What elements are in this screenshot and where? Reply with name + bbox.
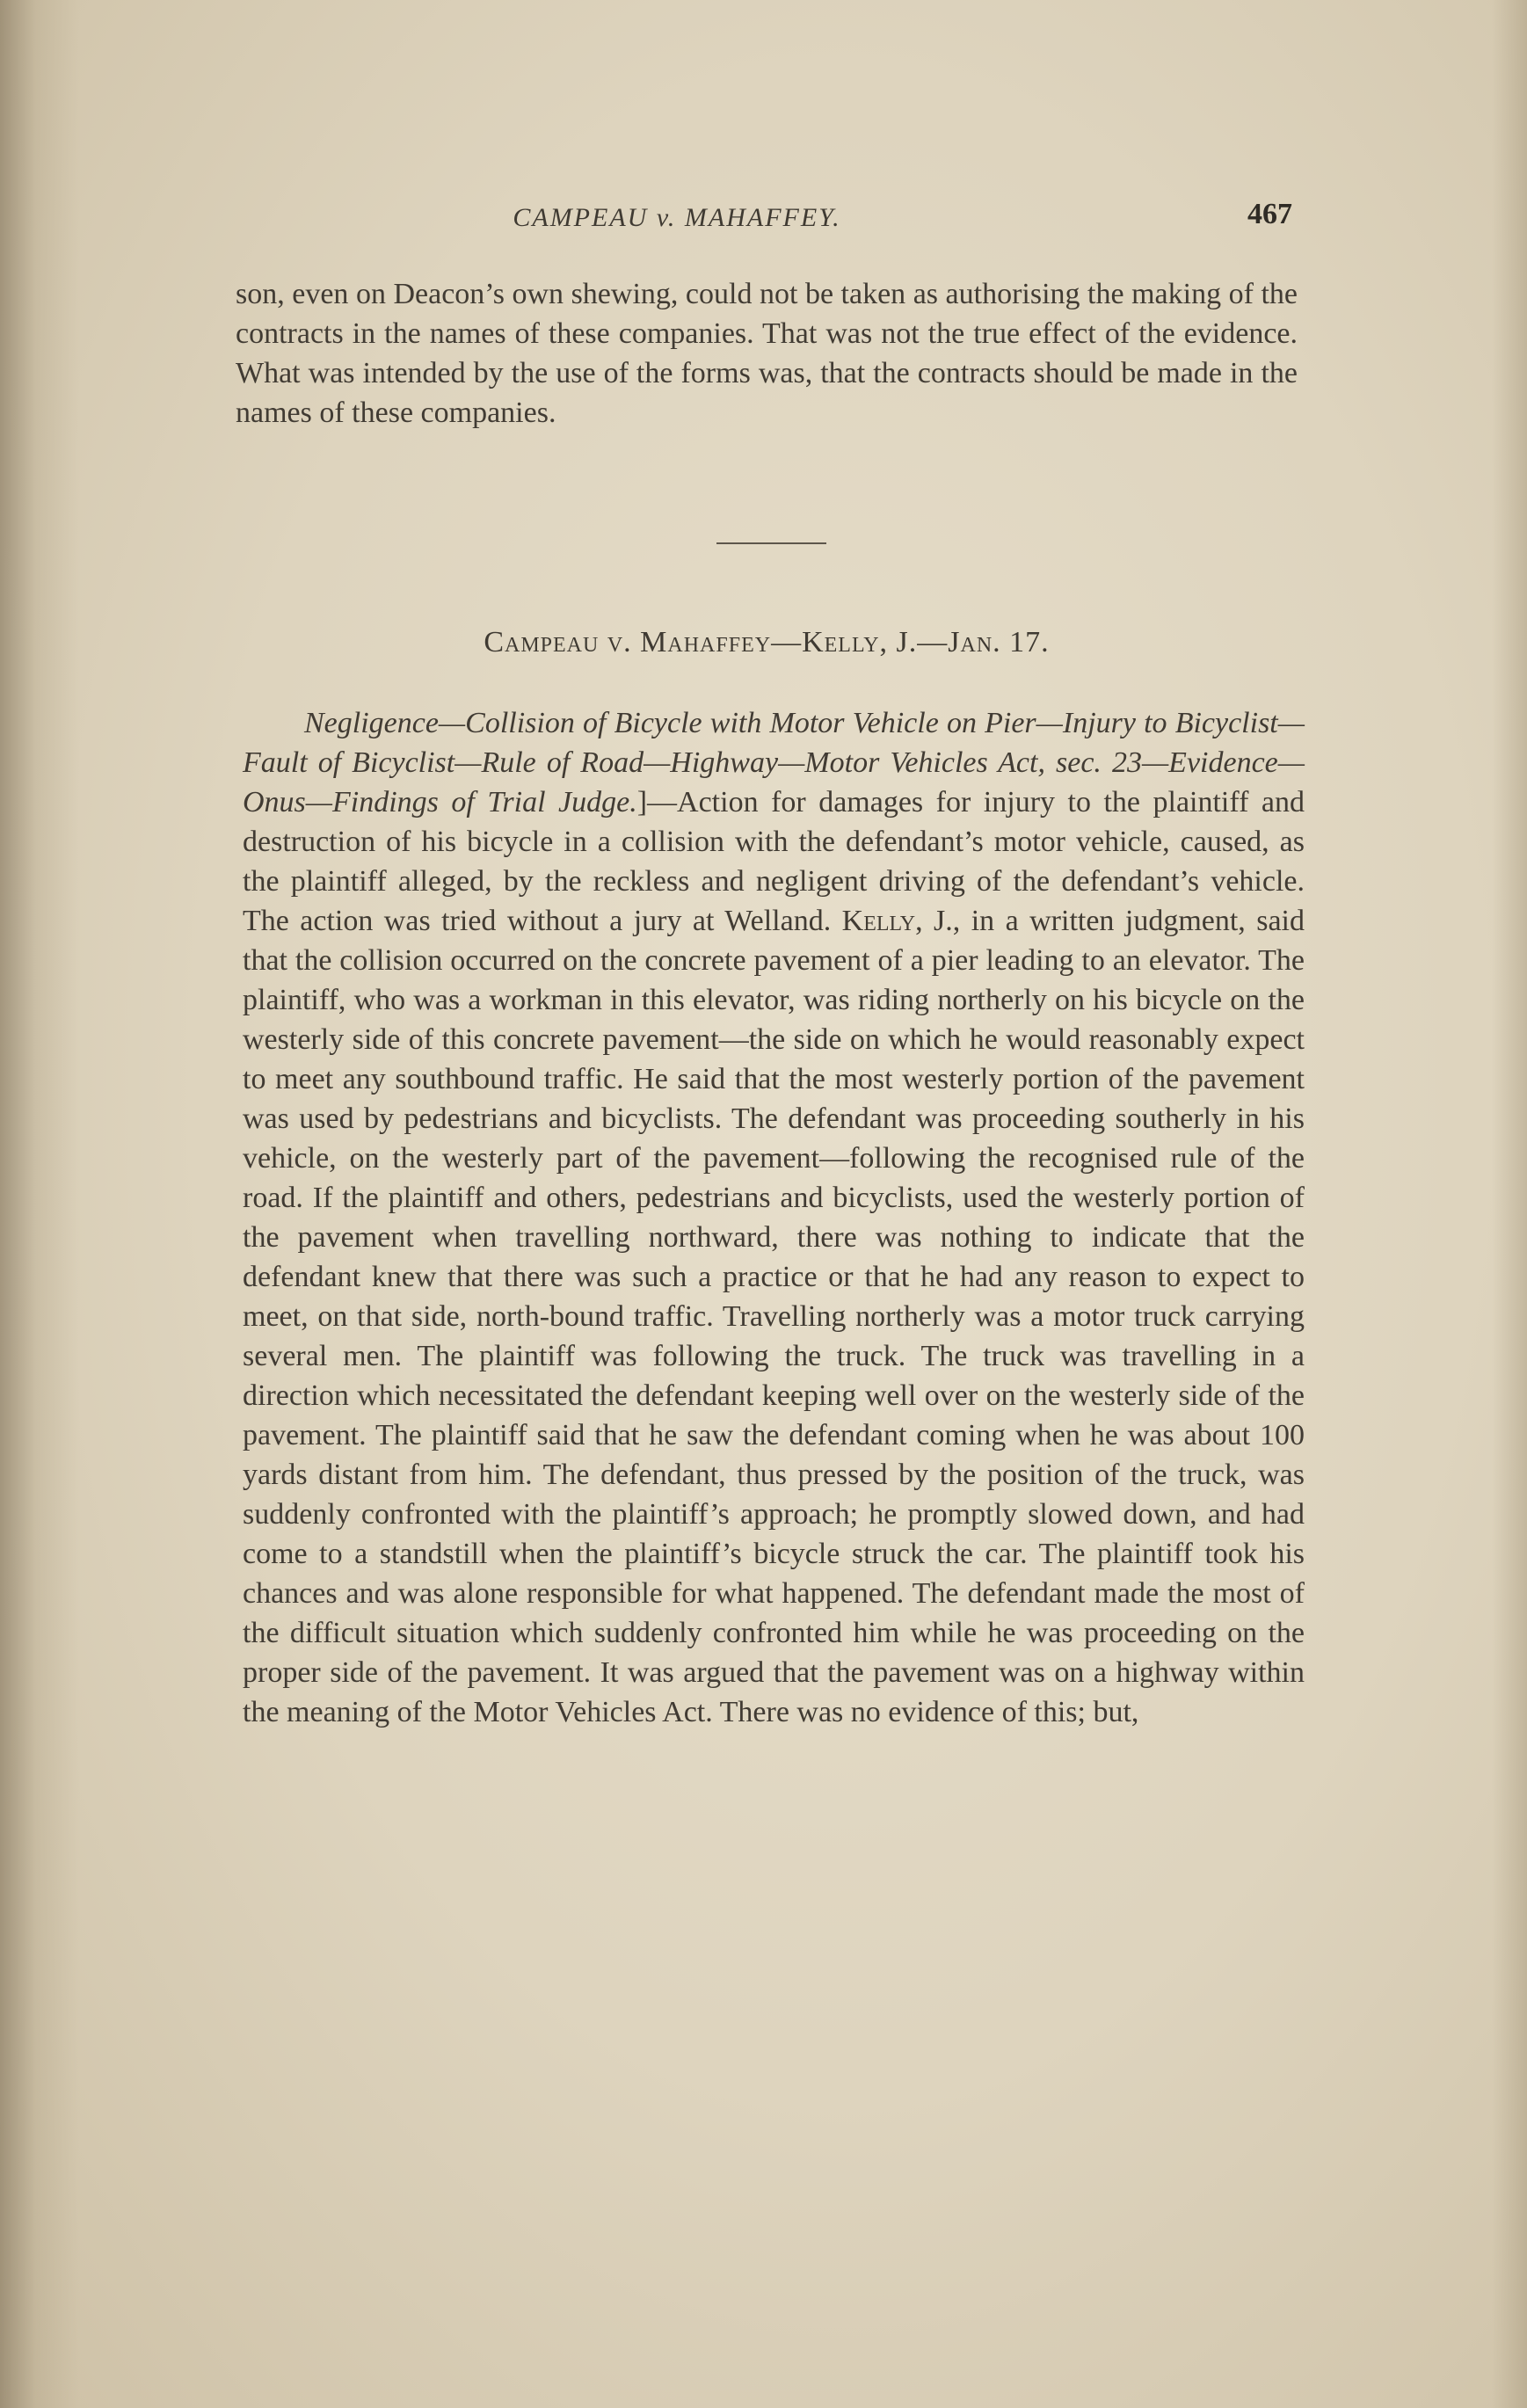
- previous-case-closing-paragraph: son, even on Deacon’s own shewing, could not be taken as authorising the making of the contracts in the names of these companies. That was not the true effect of the evidence. What was intended by the use of the forms was, that the contracts should be made in the names of these companies.: [236, 278, 1298, 429]
- page-edge-shadow: [1492, 0, 1527, 2408]
- judge-name: Kelly: [841, 905, 916, 937]
- case-report-paragraph: [243, 703, 1305, 1732]
- case-heading: Campeau v. Mahaffey—Kelly, J.—Jan. 17.: [484, 626, 1050, 658]
- case-headnote: Negligence—Collision of Bicycle with Motor Vehicle on Pier—Injury to Bicyclist—Fault of Bicyclist—Rule of Road—Highway—Motor Vehicles Act, sec. 23—Evidence—Onus—Findings of Trial Judge.: [243, 707, 1305, 818]
- case-body-opening: ]—Action for damages for injury to the plaintiff and destruction of his bicycle in a collision with the defendant’s motor vehicle, caused, as the plaintiff alleged, by the reckless and negligent driving of the defendant’s vehicle. The action was tried without a jury at Welland.: [243, 786, 1305, 937]
- case-body-judgment: , J., in a written judgment, said that the collision occurred on the concrete pavement of a pier leading to an elevator. The plaintiff, who was a workman in this elevator, was riding northerly on his bicycle on the westerly side of this concrete pavement—the side on which he would reasonably expect to meet any southbound traffic. He said that the most westerly portion of the pavement was used by pedestrians and bicyclists. The defendant was proceeding southerly in his vehicle, on the westerly part of the pavement—following the recognised rule of the road. If the plaintiff and others, pedestrians and bicyclists, used the westerly portion of the pavement when travelling northward, there was nothing to indicate that the defendant knew that there was such a practice or that he had any reason to expect to meet, on that side, north-bound traffic. Travelling northerly was a motor truck carrying several men. The plaintiff was following the truck. The truck was travelling in a direction which necessitated the defendant keeping well over on the westerly side of the pavement. The plaintiff said that he saw the defendant coming when he was about 100 yards distant from him. The defendant, thus pressed by the position of the truck, was suddenly confronted with the plaintiff’s approach; he promptly slowed down, and had come to a standstill when the plaintiff’s bicycle struck the car. The plaintiff took his chances and was alone responsible for what happened. The defendant made the most of the difficult situation which suddenly confronted him while he was proceeding on the proper side of the pavement. It was argued that the pavement was on a highway within the meaning of the Motor Vehicles Act. There was no evidence of this; but,: [243, 905, 1305, 1728]
- binding-gutter-shadow: [0, 0, 79, 2408]
- page-number: 467: [1247, 198, 1292, 230]
- section-divider-rule: [716, 542, 826, 544]
- running-head: [237, 198, 1292, 240]
- running-head-title: CAMPEAU v. MAHAFFEY.: [513, 203, 841, 232]
